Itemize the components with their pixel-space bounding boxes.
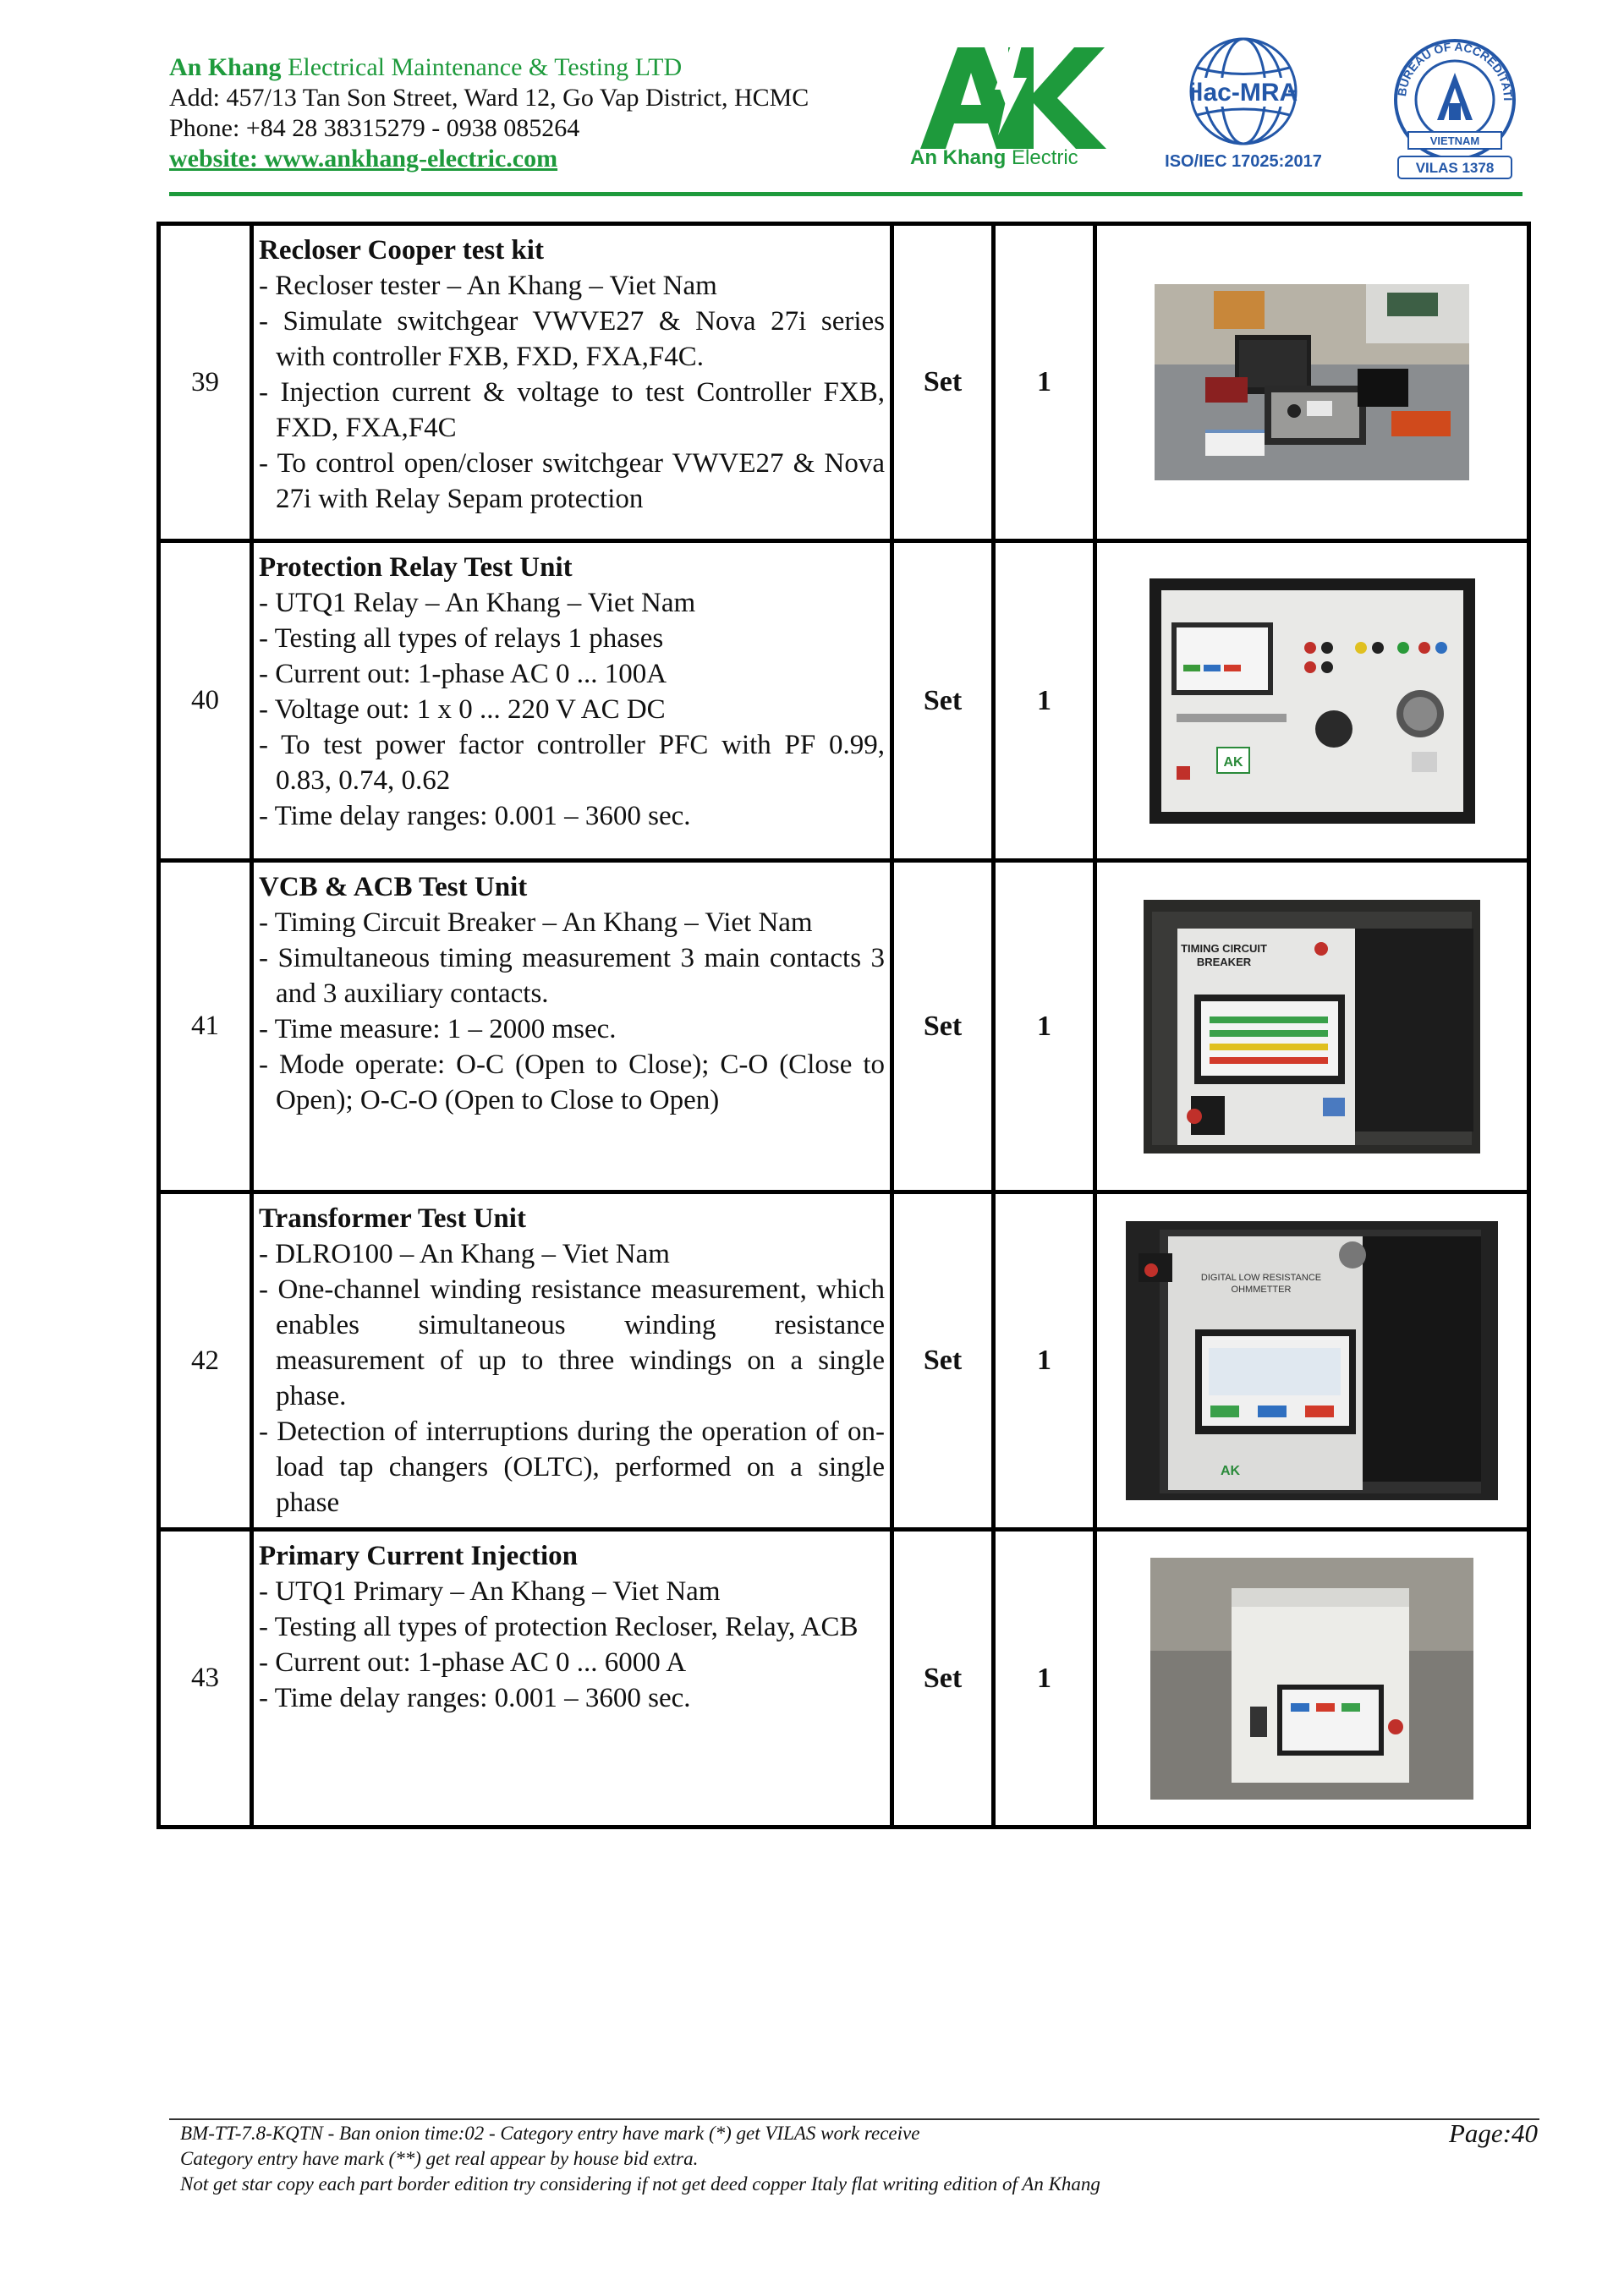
footer-line: Category entry have mark (**) get real appear by house bid extra. [180, 2148, 699, 2169]
item-photo-cell [1095, 1192, 1529, 1530]
ak-logo-caption: An Khang Electric [910, 146, 1078, 169]
page-number: Page:40 [1449, 2118, 1539, 2148]
item-title: Recloser Cooper test kit [259, 235, 544, 266]
timing-circuit-breaker-photo [1144, 900, 1480, 1153]
item-title: Protection Relay Test Unit [259, 552, 573, 583]
item-spec-line: - Current out: 1-phase AC 0 ... 100A [259, 659, 667, 689]
item-quantity: 1 [994, 1530, 1095, 1827]
svg-text:BUREAU OF ACCREDITATION: BUREAU OF ACCREDITATI [1395, 39, 1516, 101]
svg-text:BREAKER: BREAKER [1196, 955, 1252, 968]
svg-text:AK: AK [1222, 754, 1243, 770]
footer-divider [169, 2118, 1539, 2120]
item-spec-line: - One-channel winding resistance measurement, which enables simultaneous winding resistance measurement of up to three windings on a single phase. [259, 1274, 885, 1411]
company-website-link[interactable]: website: www.ankhang-electric.com [169, 145, 558, 173]
item-photo-cell [1095, 541, 1529, 861]
item-spec-line: - Recloser tester – An Khang – Viet Nam [259, 271, 717, 301]
table-row [159, 1192, 1529, 1530]
table-row [159, 541, 1529, 861]
item-spec-line: - Simulate switchgear VWVE27 & Nova 27i series with controller FXB, FXD, FXA,F4C. [259, 306, 885, 372]
item-spec-line: - Voltage out: 1 x 0 ... 220 V AC DC [259, 694, 666, 725]
svg-text:TIMING CIRCUIT: TIMING CIRCUIT [1181, 941, 1267, 955]
ak-logo-mark-icon [914, 41, 1108, 155]
item-spec-line: - To test power factor controller PFC with PF 0.99, 0.83, 0.74, 0.62 [259, 730, 885, 796]
item-description [252, 1192, 892, 1530]
svg-text:AK: AK [1221, 1464, 1241, 1478]
company-name: An Khang Electrical Maintenance & Testing LTD [169, 53, 683, 81]
item-spec-line: - Injection current & voltage to test Controller FXB, FXD, FXA,F4C [259, 377, 885, 443]
footer-line: BM-TT-7.8-KQTN - Ban onion time:02 - Category entry have mark (*) get VILAS work receive [180, 2123, 920, 2144]
item-title: Primary Current Injection [259, 1541, 578, 1571]
item-description [252, 541, 892, 861]
svg-text:OHMMETTER: OHMMETTER [1231, 1285, 1292, 1295]
svg-text:VILAS 1378: VILAS 1378 [1415, 160, 1495, 176]
item-number: 43 [159, 1530, 252, 1827]
item-spec-line: - Testing all types of relays 1 phases [259, 623, 664, 654]
item-spec-line: - Time measure: 1 – 2000 msec. [259, 1014, 617, 1044]
item-spec-line: - Time delay ranges: 0.001 – 3600 sec. [259, 801, 691, 831]
item-quantity: 1 [994, 541, 1095, 861]
item-quantity: 1 [994, 1192, 1095, 1530]
table-row [159, 224, 1529, 541]
item-description [252, 861, 892, 1192]
iso-standard-label: ISO/IEC 17025:2017 [1165, 152, 1322, 171]
recloser-test-kit-photo [1155, 284, 1469, 480]
document-footer-note [180, 2121, 1100, 2197]
an-khang-logo [905, 41, 1108, 176]
item-spec-line: - Detection of interruptions during the operation of on-load tap changers (OLTC), performed on a single phase [259, 1417, 885, 1518]
svg-text:VIETNAM: VIETNAM [1429, 134, 1480, 147]
item-spec-line: - Current out: 1-phase AC 0 ... 6000 A [259, 1647, 687, 1678]
item-spec-line: - UTQ1 Relay – An Khang – Viet Nam [259, 588, 696, 618]
item-quantity: 1 [994, 224, 1095, 541]
item-number: 39 [159, 224, 252, 541]
equipment-table [156, 222, 1531, 1829]
table-row [159, 861, 1529, 1192]
header-divider [169, 192, 1522, 196]
item-spec-line: - DLRO100 – An Khang – Viet Nam [259, 1239, 670, 1269]
item-number: 42 [159, 1192, 252, 1530]
company-address: Add: 457/13 Tan Son Street, Ward 12, Go Vap District, HCMC [169, 84, 809, 112]
item-description [252, 224, 892, 541]
svg-text:DIGITAL LOW RESISTANCE: DIGITAL LOW RESISTANCE [1200, 1273, 1322, 1283]
vilas-accreditation-logo [1391, 32, 1518, 180]
item-spec-line: - Simultaneous timing measurement 3 main contacts 3 and 3 auxiliary contacts. [259, 943, 885, 1009]
item-photo-cell [1095, 861, 1529, 1192]
item-number: 41 [159, 861, 252, 1192]
item-unit: Set [892, 224, 994, 541]
item-photo-cell [1095, 1530, 1529, 1827]
item-description [252, 1530, 892, 1827]
svg-text:ilac-MRA: ilac-MRA [1188, 79, 1298, 107]
primary-current-injection-photo [1150, 1558, 1473, 1800]
low-resistance-ohmmeter-photo [1126, 1221, 1498, 1500]
accreditation-seal-icon [1391, 32, 1518, 180]
item-photo-cell [1095, 224, 1529, 541]
item-unit: Set [892, 1530, 994, 1827]
company-phone: Phone: +84 28 38315279 - 0938 085264 [169, 114, 580, 142]
item-unit: Set [892, 1192, 994, 1530]
item-unit: Set [892, 861, 994, 1192]
item-spec-line: - Mode operate: O-C (Open to Close); C-O (Close to Open); O-C-O (Open to Close to Open) [259, 1049, 885, 1115]
ilac-mra-logo [1146, 34, 1341, 178]
company-info [169, 52, 809, 174]
item-title: VCB & ACB Test Unit [259, 872, 528, 902]
item-title: Transformer Test Unit [259, 1203, 526, 1234]
item-spec-line: - To control open/closer switchgear VWVE27 & Nova 27i with Relay Sepam protection [259, 448, 885, 514]
item-unit: Set [892, 541, 994, 861]
table-row [159, 1530, 1529, 1827]
item-spec-line: - Time delay ranges: 0.001 – 3600 sec. [259, 1683, 691, 1713]
item-spec-line: - UTQ1 Primary – An Khang – Viet Nam [259, 1576, 721, 1607]
item-number: 40 [159, 541, 252, 861]
item-spec-line: - Timing Circuit Breaker – An Khang – Viet Nam [259, 907, 813, 938]
item-quantity: 1 [994, 861, 1095, 1192]
footer-line: Not get star copy each part border edition try considering if not get deed copper Italy flat writing edition of An Khang [180, 2173, 1100, 2195]
ilac-globe-icon [1146, 34, 1341, 152]
relay-test-unit-photo [1149, 578, 1475, 824]
item-spec-line: - Testing all types of protection Recloser, Relay, ACB [259, 1612, 859, 1642]
